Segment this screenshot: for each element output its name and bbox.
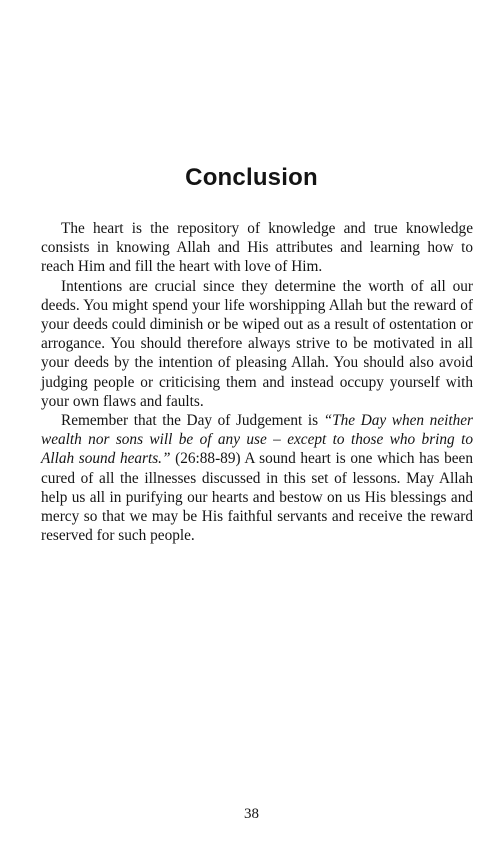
- page-number: 38: [244, 806, 259, 822]
- paragraph-3: [41, 411, 473, 545]
- chapter-body: [41, 219, 473, 545]
- paragraph-1: The heart is the repository of knowledge and true knowledge consists in knowing Allah and His attributes and learning how to reach Him and fill the heart with love of Him.: [41, 220, 473, 276]
- paragraph-3-intro: Remember that the Day of Judgement is: [61, 412, 324, 430]
- quran-quote: “The Day when neither wealth nor sons will be of any use – except to those who bring to Allah sound hearts.”: [41, 412, 473, 468]
- chapter-title: Conclusion: [185, 164, 318, 191]
- paragraph-3-rest: (26:88-89) A sound heart is one which has been cured of all the illnesses discussed in this set of lessons. May Allah help us all in purifying our hearts and bestow on us His blessings and mercy so that we may be His faithful servants and receive the reward reserved for such people.: [41, 450, 473, 545]
- paragraph-2: Intentions are crucial since they determine the worth of all our deeds. You might spend your life worshipping Allah but the reward of your deeds could diminish or be wiped out as a result of ostentation or arrogance. You should therefore always strive to be motivated in all your deeds by the intention of pleasing Allah. You should also avoid judging people or criticising them and instead occupy yourself with your own flaws and faults.: [41, 277, 473, 410]
